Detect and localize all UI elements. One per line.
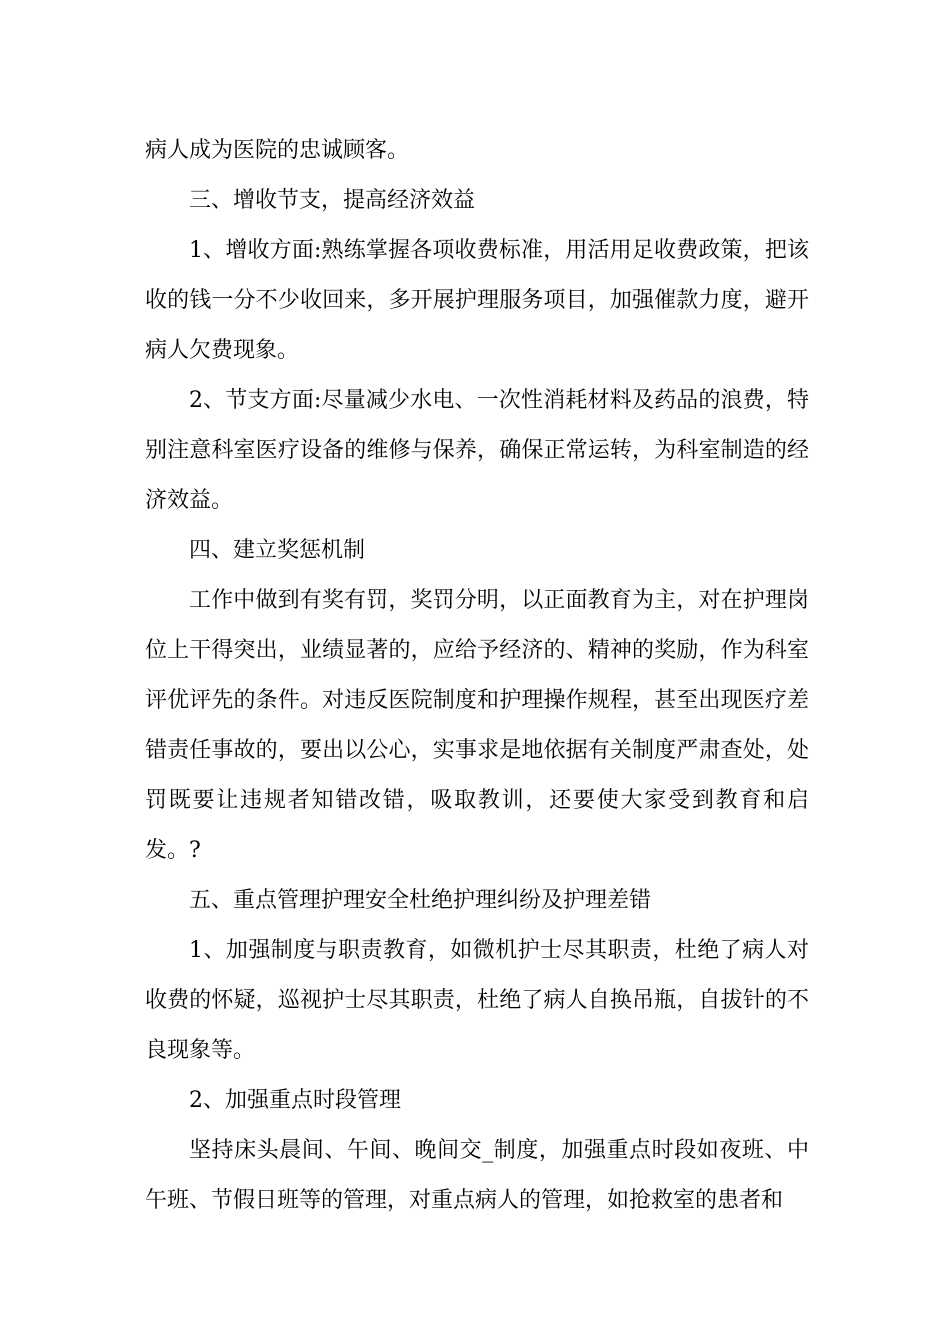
section-heading-3: 三、增收节支，提高经济效益 xyxy=(189,188,476,213)
paragraph-closing-line: 病人成为医院的忠诚顾客。 xyxy=(145,138,410,163)
paragraph-duty-education: 1、加强制度与职责教育，如微机护士尽其职责，杜绝了病人对收费的怀疑，巡视护士尽其职责，杜绝了病人自换吊瓶，自拔针的不良现象等。 xyxy=(145,938,809,1063)
section-heading-4: 四、建立奖惩机制 xyxy=(189,538,366,563)
paragraph-rewards: 工作中做到有奖有罚，奖罚分明，以正面教育为主，对在护理岗位上干得突出，业绩显著的，应给予经济的、精神的奖励，作为科室评优评先的条件。对违反医院制度和护理操作规程，甚至出现医疗差错责任事故的，要出以公心，实事求是地依据有关制度严肃查处，处罚既要让违规者知错改错，吸取教训，还要使大家受到教育和启发。? xyxy=(145,588,809,863)
paragraph-revenue: 1、增收方面:熟练掌握各项收费标准，用活用足收费政策，把该收的钱一分不少收回来，多开展护理服务项目，加强催款力度，避开病人欠费现象。 xyxy=(145,238,809,363)
paragraph-savings: 2、节支方面:尽量减少水电、一次性消耗材料及药品的浪费，特别注意科室医疗设备的维修与保养，确保正常运转，为科室制造的经济效益。 xyxy=(145,388,809,513)
section-heading-5: 五、重点管理护理安全杜绝护理纠纷及护理差错 xyxy=(189,888,652,913)
document-body xyxy=(145,126,809,1226)
subheading-key-periods: 2、加强重点时段管理 xyxy=(189,1088,401,1113)
paragraph-handover: 坚持床头晨间、午间、晚间交_制度，加强重点时段如夜班、中午班、节假日班等的管理，对重点病人的管理，如抢救室的患者和 xyxy=(145,1138,809,1213)
